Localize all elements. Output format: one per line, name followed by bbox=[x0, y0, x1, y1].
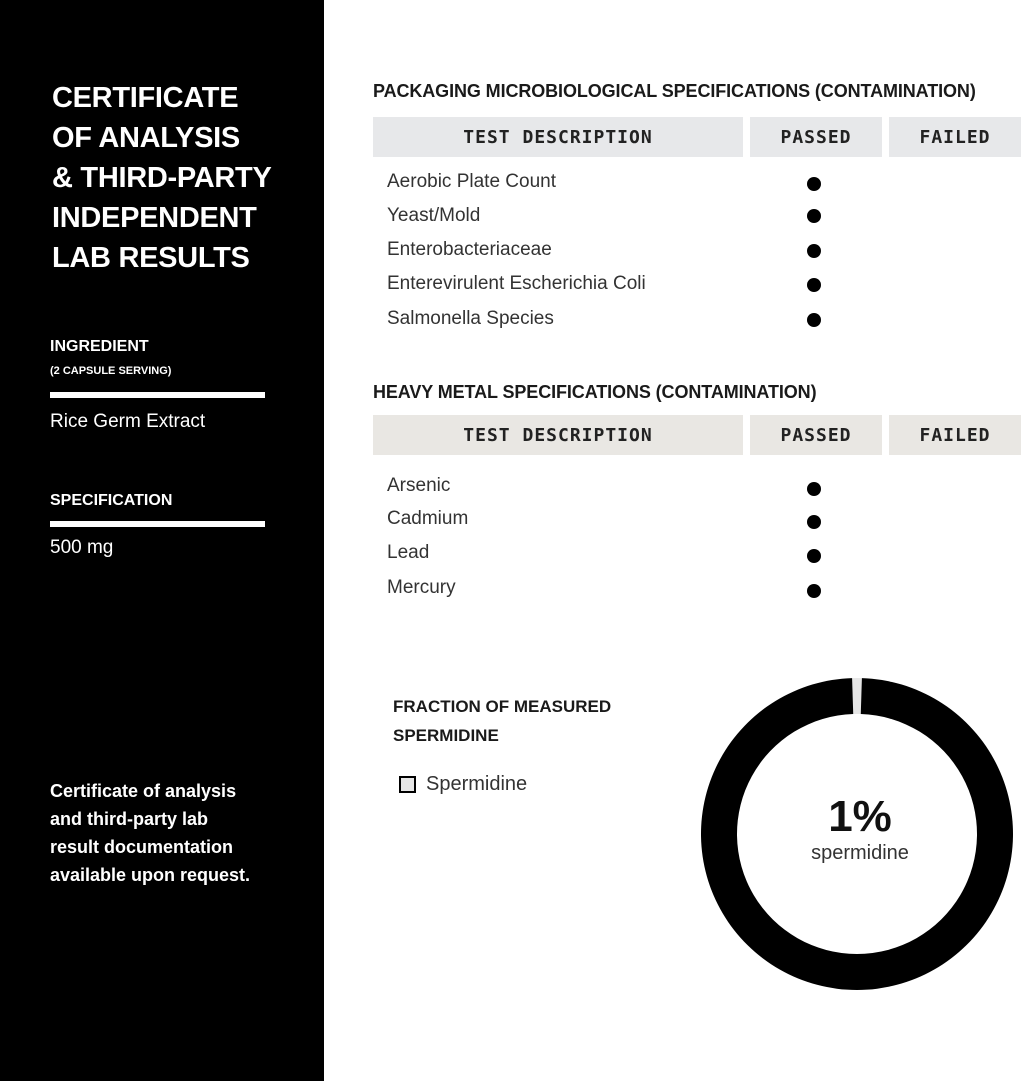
note-line: Certificate of analysis bbox=[50, 781, 237, 801]
metals-row-label: Lead bbox=[387, 542, 430, 563]
note-line: and third-party lab bbox=[50, 809, 209, 829]
metals-row-label: Arsenic bbox=[387, 475, 451, 496]
micro-row-label: Enterevirulent Escherichia Coli bbox=[387, 273, 646, 294]
title-line: INDEPENDENT bbox=[52, 202, 257, 234]
metals-header-failed: FAILED bbox=[889, 415, 1021, 455]
micro-header-passed: PASSED bbox=[750, 117, 882, 157]
center-label: spermidine bbox=[811, 842, 909, 864]
passed-dot bbox=[807, 584, 821, 598]
micro-header-description: TEST DESCRIPTION bbox=[373, 117, 743, 157]
slice-spermidine bbox=[852, 678, 862, 714]
passed-dot bbox=[807, 244, 821, 258]
title-line: OF ANALYSIS bbox=[52, 122, 240, 154]
note-line: available upon request. bbox=[50, 865, 251, 885]
passed-dot bbox=[807, 549, 821, 563]
note-line: result documentation bbox=[50, 837, 234, 857]
chart-title-line: SPERMIDINE bbox=[393, 726, 499, 745]
metals-section-title: HEAVY METAL SPECIFICATIONS (CONTAMINATION) bbox=[373, 382, 817, 402]
passed-dot bbox=[807, 209, 821, 223]
center-value: 1% bbox=[828, 792, 892, 841]
legend-swatch bbox=[399, 776, 416, 793]
chart-title bbox=[393, 692, 611, 750]
legend-label: Spermidine bbox=[426, 773, 528, 795]
chart-title-line: FRACTION OF MEASURED bbox=[393, 697, 612, 716]
micro-row-label: Enterobacteriaceae bbox=[387, 239, 552, 260]
metals-header-passed: PASSED bbox=[750, 415, 882, 455]
metals-row-label: Mercury bbox=[387, 577, 456, 598]
specification-label: SPECIFICATION bbox=[50, 492, 173, 509]
passed-dot bbox=[807, 177, 821, 191]
micro-row-label: Aerobic Plate Count bbox=[387, 171, 556, 192]
sidebar-title bbox=[52, 78, 312, 278]
ingredient-value: Rice Germ Extract bbox=[50, 411, 206, 432]
micro-row-label: Yeast/Mold bbox=[387, 205, 481, 226]
passed-dot bbox=[807, 515, 821, 529]
title-line: CERTIFICATE bbox=[52, 82, 239, 114]
passed-dot bbox=[807, 313, 821, 327]
availability-note bbox=[50, 777, 300, 889]
title-line: & THIRD-PARTY bbox=[52, 162, 272, 194]
micro-section-title: PACKAGING MICROBIOLOGICAL SPECIFICATIONS (CONTAMINATION) bbox=[373, 81, 976, 101]
ingredient-label: INGREDIENT bbox=[50, 338, 149, 355]
ingredient-sublabel: (2 CAPSULE SERVING) bbox=[50, 365, 172, 377]
metals-row-label: Cadmium bbox=[387, 508, 469, 529]
divider bbox=[50, 392, 265, 398]
passed-dot bbox=[807, 482, 821, 496]
passed-dot bbox=[807, 278, 821, 292]
divider bbox=[50, 521, 265, 527]
metals-header-description: TEST DESCRIPTION bbox=[373, 415, 743, 455]
sidebar bbox=[0, 0, 324, 1081]
title-line: LAB RESULTS bbox=[52, 242, 250, 274]
specification-value: 500 mg bbox=[50, 537, 114, 558]
chart-legend bbox=[399, 773, 527, 796]
micro-header-failed: FAILED bbox=[889, 117, 1021, 157]
micro-row-label: Salmonella Species bbox=[387, 308, 554, 329]
